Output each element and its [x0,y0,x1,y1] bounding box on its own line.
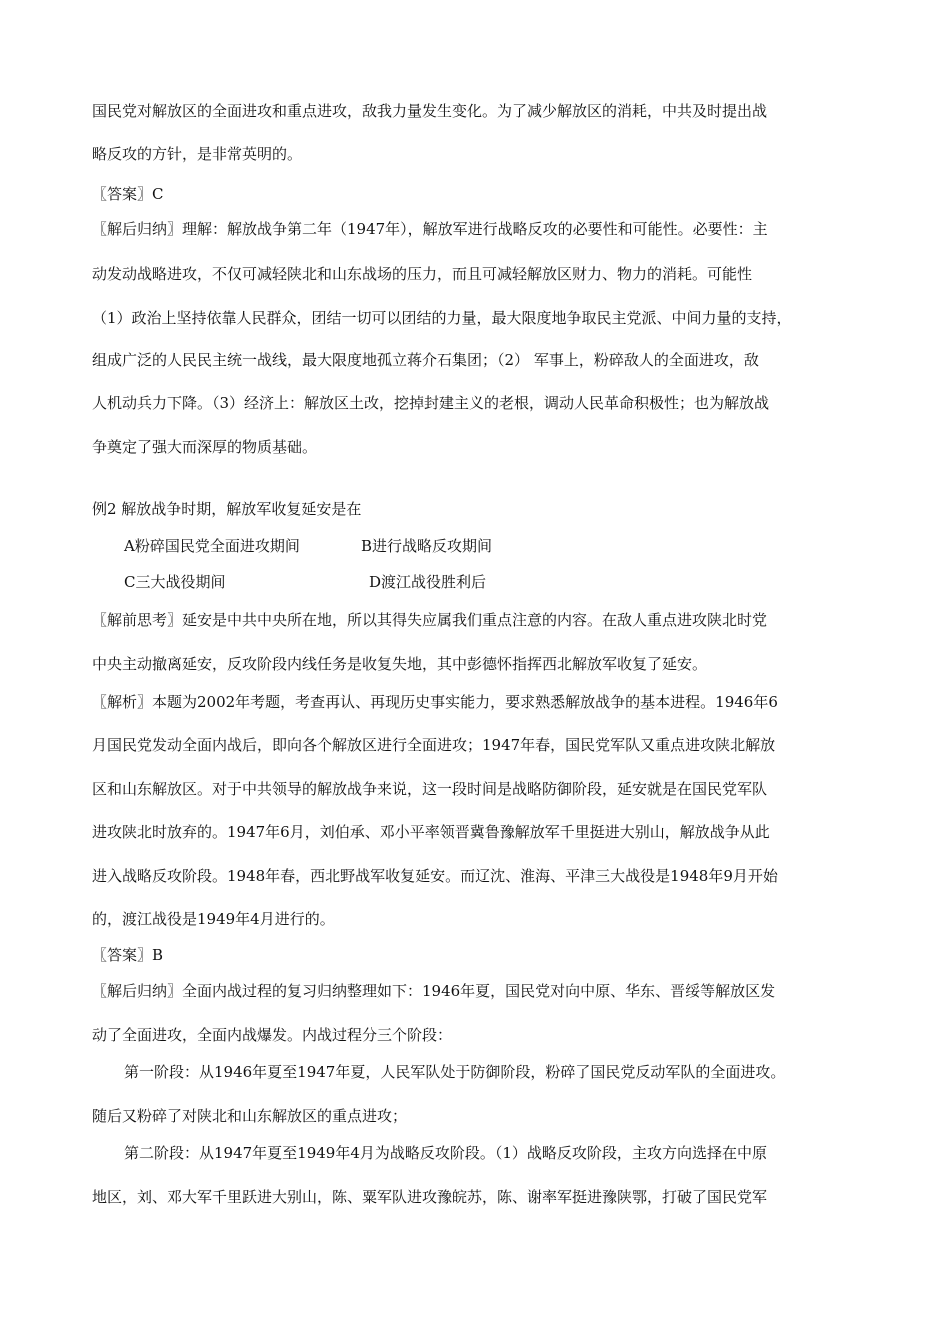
analysis-line2: 月国民党发动全面内战后，即向各个解放区进行全面进攻；1947年春，国民党军队又重点进攻陕北解放 [92,736,776,754]
example2-question: 例2 解放战争时期，解放军收复延安是在 [92,500,362,518]
stage1-line1: 第一阶段：从1946年夏至1947年夏，人民军队处于防御阶段，粉碎了国民党反动军队的全面进攻。 [124,1063,786,1081]
option-a: A粉碎国民党全面进攻期间 [124,537,300,555]
analysis-line6: 的，渡江战役是1949年4月进行的。 [92,910,335,928]
option-b: B进行战略反攻期间 [361,537,493,555]
para1-line1: 国民党对解放区的全面进攻和重点进攻，敌我力量发生变化。为了减少解放区的消耗，中共及时提出战 [92,102,768,120]
answer-1: 〖答案〗C [92,185,164,203]
option-c: C三大战役期间 [124,573,226,591]
analysis-line1: 〖解析〗本题为2002年考题，考查再认、再现历史事实能力，要求熟悉解放战争的基本进程。1946年6 [92,693,778,711]
answer-2: 〖答案〗B [92,946,164,964]
summary1-line3: （1）政治上坚持依靠人民群众，团结一切可以团结的力量，最大限度地争取民主党派、中间力量的支持， [92,309,792,327]
summary1-line5: 人机动兵力下降。（3）经济上：解放区土改，挖掉封建主义的老根，调动人民革命积极性；也为解放战 [92,394,770,412]
summary1-line2: 动发动战略进攻，不仅可减轻陕北和山东战场的压力，而且可减轻解放区财力、物力的消耗。可能性 [92,265,753,283]
prethink-line1: 〖解前思考〗延安是中共中央所在地，所以其得失应属我们重点注意的内容。在敌人重点进攻陕北时党 [92,611,768,629]
analysis-line4: 进攻陕北时放弃的。1947年6月，刘伯承、邓小平率领晋冀鲁豫解放军千里挺进大别山，解放战争从此 [92,823,770,841]
stage2-line2: 地区，刘、邓大军千里跃进大别山，陈、粟军队进攻豫皖苏，陈、谢率军挺进豫陕鄂，打破了国民党军 [92,1188,768,1206]
summary1-line4: 组成广泛的人民民主统一战线，最大限度地孤立蒋介石集团；（2） 军事上，粉碎敌人的全面进攻，敌 [92,351,759,369]
stage2-line1: 第二阶段：从1947年夏至1949年4月为战略反攻阶段。（1）战略反攻阶段，主攻方向选择在中原 [124,1144,767,1162]
para1-line2: 略反攻的方针，是非常英明的。 [92,145,303,163]
prethink-line2: 中央主动撤离延安，反攻阶段内线任务是收复失地，其中彭德怀指挥西北解放军收复了延安。 [92,655,708,673]
summary1-line6: 争奠定了强大而深厚的物质基础。 [92,438,318,456]
analysis-line3: 区和山东解放区。对于中共领导的解放战争来说，这一段时间是战略防御阶段，延安就是在国民党军队 [92,780,768,798]
summary2-line1: 〖解后归纳〗全面内战过程的复习归纳整理如下：1946年夏，国民党对向中原、华东、晋绥等解放区发 [92,982,776,1000]
summary1-line1: 〖解后归纳〗理解：解放战争第二年（1947年），解放军进行战略反攻的必要性和可能性。必要性：主 [92,220,768,238]
analysis-line5: 进入战略反攻阶段。1948年春，西北野战军收复延安。而辽沈、淮海、平津三大战役是1948年9月开始 [92,867,778,885]
option-d: D渡江战役胜利后 [369,573,487,591]
stage1-line2: 随后又粉碎了对陕北和山东解放区的重点进攻； [92,1107,408,1125]
summary2-line2: 动了全面进攻，全面内战爆发。内战过程分三个阶段： [92,1026,453,1044]
